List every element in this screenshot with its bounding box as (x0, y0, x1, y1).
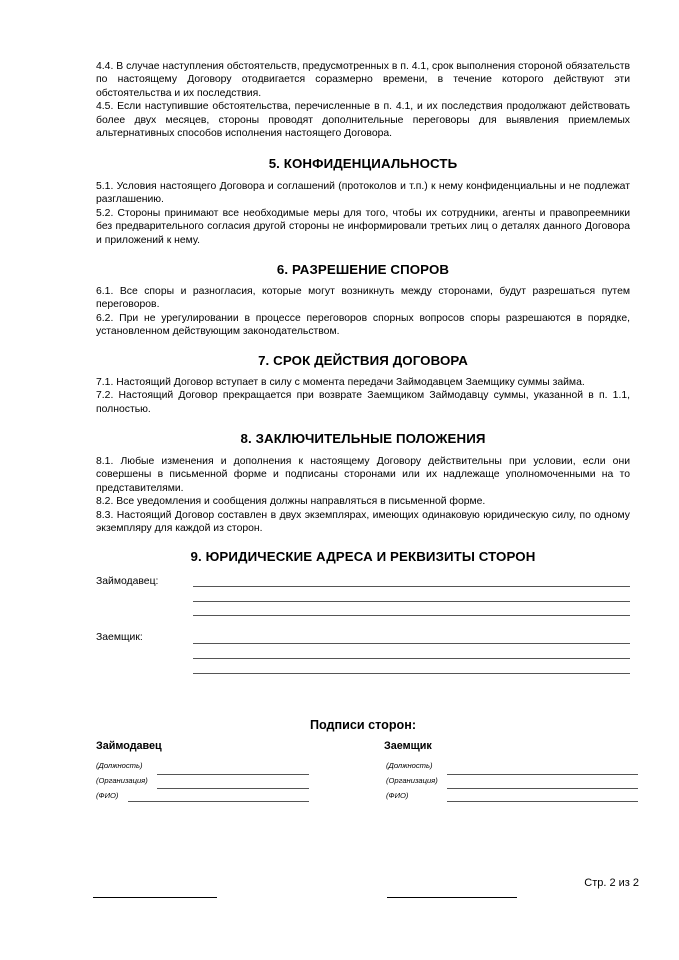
borrower-organization-label: (Организация) (386, 776, 438, 785)
lender-name-line (128, 801, 309, 802)
clause-5-1: 5.1. Условия настоящего Договора и соглашений (протоколов и т.п.) к нему конфиденциальны и не подлежат разглашению. (96, 181, 630, 206)
lender-name-label: (ФИО) (96, 791, 119, 800)
clause-7-2: 7.2. Настоящий Договор прекращается при возврате Заемщиком Займодавцу суммы, указанной в п. 1.1, полностью. (96, 390, 630, 415)
borrower-label: Заемщик: (96, 632, 143, 643)
borrower-initials-line (387, 897, 517, 898)
section-8-body (96, 455, 630, 535)
lender-requisites-line-3 (193, 615, 630, 616)
section-5-title: 5. КОНФИДЕНЦИАЛЬНОСТЬ (268, 156, 458, 171)
section-8-title: 8. ЗАКЛЮЧИТЕЛЬНЫЕ ПОЛОЖЕНИЯ (240, 431, 486, 446)
borrower-organization-line (447, 788, 638, 789)
clause-8-2: 8.2. Все уведомления и сообщения должны направляться в письменной форме. (96, 496, 486, 508)
lender-signature-title: Займодавец (96, 740, 162, 752)
borrower-position-line (447, 774, 638, 775)
section-6-title: 6. РАЗРЕШЕНИЕ СПОРОВ (276, 262, 450, 277)
lender-organization-line (157, 788, 309, 789)
clause-8-3: 8.3. Настоящий Договор составлен в двух экземплярах, имеющих одинаковую юридическую силу, по одному экземпляру для каждой из сторон. (96, 509, 630, 535)
lender-requisites-line-1 (193, 586, 630, 587)
borrower-position-label: (Должность) (386, 761, 433, 770)
clause-7-1: 7.1. Настоящий Договор вступает в силу с момента передачи Займодавцем Заемщику суммы займа. (96, 377, 585, 388)
borrower-requisites-line-1 (193, 643, 630, 644)
section-9-title: 9. ЮРИДИЧЕСКИЕ АДРЕСА И РЕКВИЗИТЫ СТОРОН (190, 549, 536, 564)
lender-initials-line (93, 897, 217, 898)
lender-label: Займодавец: (96, 576, 159, 587)
page-number: Стр. 2 из 2 (584, 877, 639, 889)
clause-6-1: 6.1. Все споры и разногласия, которые могут возникнуть между сторонами, будут разрешаться путем переговоров. (96, 286, 630, 311)
clause-4-5: 4.5. Если наступившие обстоятельства, перечисленные в п. 4.1, и их последствия продолжают действовать более двух месяцев, стороны проводят дополнительные переговоры для выявления приемлемых альтернативных способов исполнения настоящего Договора. (96, 101, 630, 140)
section-7-body (96, 376, 630, 416)
lender-position-label: (Должность) (96, 761, 143, 770)
section-6-body (96, 285, 630, 339)
borrower-name-label: (ФИО) (386, 791, 409, 800)
signatures-title: Подписи сторон: (309, 718, 417, 732)
borrower-requisites-line-3 (193, 673, 630, 674)
borrower-name-line (447, 801, 638, 802)
section-4-tail (96, 60, 630, 140)
section-5-body (96, 180, 630, 247)
clause-6-2: 6.2. При не урегулировании в процессе переговоров спорных вопросов споры разрешаются в порядке, установленном действующим законодательством. (96, 312, 630, 338)
section-7-title: 7. СРОК ДЕЙСТВИЯ ДОГОВОРА (258, 353, 468, 368)
borrower-signature-title: Заемщик (384, 740, 432, 752)
clause-8-1: 8.1. Любые изменения и дополнения к настоящему Договору действительны при условии, если они совершены в письменной форме и подписаны сторонами или их надлежаще уполномоченными на то представителями. (96, 456, 630, 494)
lender-organization-label: (Организация) (96, 776, 148, 785)
clause-4-4: 4.4. В случае наступления обстоятельств, предусмотренных в п. 4.1, срок выполнения стороной обязательств по настоящему Договору отодвигается соразмерно времени, в течение которого действуют эти обстоятельства и их последствия. (96, 61, 630, 99)
lender-position-line (157, 774, 309, 775)
borrower-requisites-line-2 (193, 658, 630, 659)
clause-5-2: 5.2. Стороны принимают все необходимые меры для того, чтобы их сотрудники, агенты и правопреемники без предварительного согласия другой стороны не информировали третьих лиц о деталях данного Договора и приложений к нему. (96, 207, 630, 246)
lender-requisites-line-2 (193, 601, 630, 602)
